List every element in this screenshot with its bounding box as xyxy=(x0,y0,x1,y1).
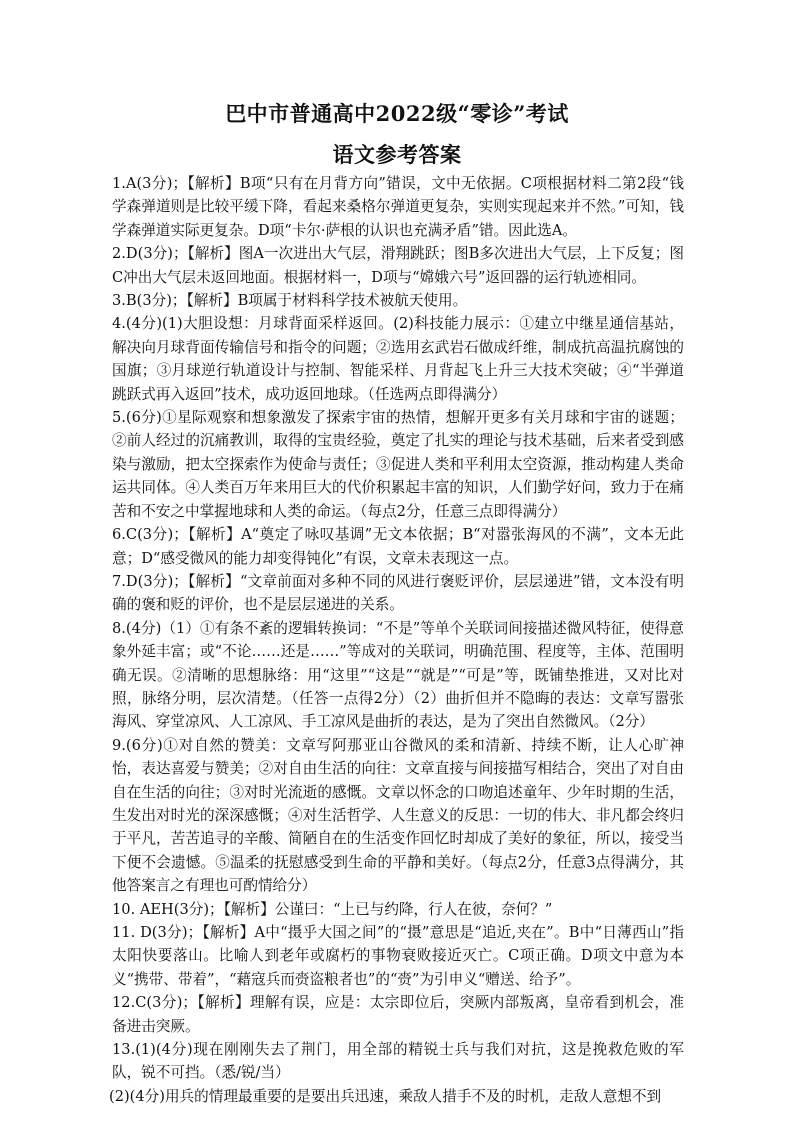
answer-item-10: 10. AEH(3分)；【解析】公谨曰：“上已与约降，行人在彼，奈何？” xyxy=(112,900,553,918)
answer-item-13-1: 13.(1)(4分)现在刚刚失去了荆门，用全部的精锐士兵与我们对抗，这是挽救危败的军队，锐不可挡。（悉/锐/当） xyxy=(112,1041,684,1082)
answer-item-6: 6.C(3分)；【解析】A“奠定了咏叹基调”无文本依据；B“对嚣张海风的不满”，文本无此意；D“感受微风的能力却变得钝化”有误，文章未表现这一点。 xyxy=(112,526,684,567)
answer-item-5: 5.(6分)①星际观察和想象激发了探索宇宙的热情，想解开更多有关月球和宇宙的谜题；②前人经过的沉痛教训，取得的宝贵经验，奠定了扎实的理论与技术基础，后来者受到感染与激励，把太空探索作为使命与责任；③促进人类和平利用太空资源，推动构建人类命运共同体。④人类百万年来用巨大的代价积累起丰富的知识，人们勤学好问，致力于在痛苦和不安之中掌握地球和人类的命运。（每点2分，任意三点即得满分） xyxy=(112,409,684,520)
answer-list xyxy=(109,172,684,1108)
answer-item-13-2: (2)(4分)用兵的情理最重要的是要出兵迅速，乘敌人措手不及的时机，走敌人意想不到 xyxy=(109,1087,662,1105)
answer-item-12: 12.C(3分)；【解析】理解有误，应是：太宗即位后，突厥内部叛离，皇帝看到机会，准备进击突厥。 xyxy=(112,994,684,1035)
answer-key-subtitle: 语文参考答案 xyxy=(332,142,462,167)
answer-item-9: 9.(6分)①对自然的赞美：文章写阿那亚山谷微风的柔和清新、持续不断，让人心旷神怡，表达喜爱与赞美；②对自由生活的向往：文章直接与间接描写相结合，突出了对自由自在生活的向往；③对时光流逝的感慨。文章以怀念的口吻追述童年、少年时期的生活，生发出对时光的深深感慨；④对生活哲学、人生意义的反思：一切的伟大、非凡都会终归于平凡，苦苦追寻的辛酸、简陋自在的生活变作回忆时却成了美好的象征，所以，接受当下便不会遗憾。⑤温柔的抚慰感受到生命的平静和美好。（每点2分，任意3点得满分，其他答案言之有理也可酌情给分） xyxy=(112,736,684,895)
exam-title: 巴中市普通高中2022级“零诊”考试 xyxy=(225,101,569,126)
answer-item-8: 8.(4分)（1）①有条不紊的逻辑转换词：“不是”等单个关联词间接描述微风特征，使得意象外延丰富；或“不论……还是……”等成对的关联词，明确范围、程度等，主体、范围明确无误。②清晰的思想脉络：用“这里”“这是”“就是”“可是”等，既铺垫推进，又对比对照，脉络分明，层次清楚。（任答一点得2分）（2）曲折但并不隐晦的表达：文章写嚣张海风、穿堂凉风、人工凉风、手工凉风是曲折的表达，是为了突出自然微风。（2分） xyxy=(112,619,684,731)
answer-item-4: 4.(4分)(1)大胆设想：月球背面采样返回。(2)科技能力展示：①建立中继星通信基站，解决向月球背面传输信号和指令的问题；②选用玄武岩石做成纤维，制成抗高温抗腐蚀的国旗；③月球逆行轨道设计与控制、智能采样、月背起飞上升三大技术突破；④“半弹道跳跃式再入返回”技术，成功返回地球。（任选两点即得满分） xyxy=(112,315,684,403)
answer-item-2: 2.D(3分)；【解析】图A一次进出大气层，滑翔跳跃；图B多次进出大气层，上下反复；图C冲出大气层未返回地面。根据材料一，D项与“嫦娥六号”返回器的运行轨迹相同。 xyxy=(112,245,684,286)
answer-item-3: 3.B(3分)；【解析】B项属于材料科学技术被航天使用。 xyxy=(112,292,468,310)
answer-item-1: 1.A(3分)；【解析】B项“只有在月背方向”错误，文中无依据。C项根据材料二第2段“钱学森弹道则是比较平缓下降，看起来桑格尔弹道更复杂，实则实现起来并不然。”可知，钱学森弹道实际更复杂。D项“卡尔·萨根的认识也充满矛盾”错。因此选A。 xyxy=(112,175,684,239)
answer-item-11: 11. D(3分)；【解析】A中“摄乎大国之间”的“摄”意思是“追近,夹在”。B中“日薄西山”指太阳快要落山。比喻人到老年或腐朽的事物衰败接近灭亡。C项正确。D项文中意为本义“携带、带着”，“藉寇兵而赍盗粮者也”的“赍”为引申义“赠送、给予”。 xyxy=(112,924,684,988)
answer-item-7: 7.D(3分)；【解析】“文章前面对多种不同的风进行褒贬评价，层层递进”错，文本没有明确的褒和贬的评价，也不是层层递进的关系。 xyxy=(112,572,684,614)
